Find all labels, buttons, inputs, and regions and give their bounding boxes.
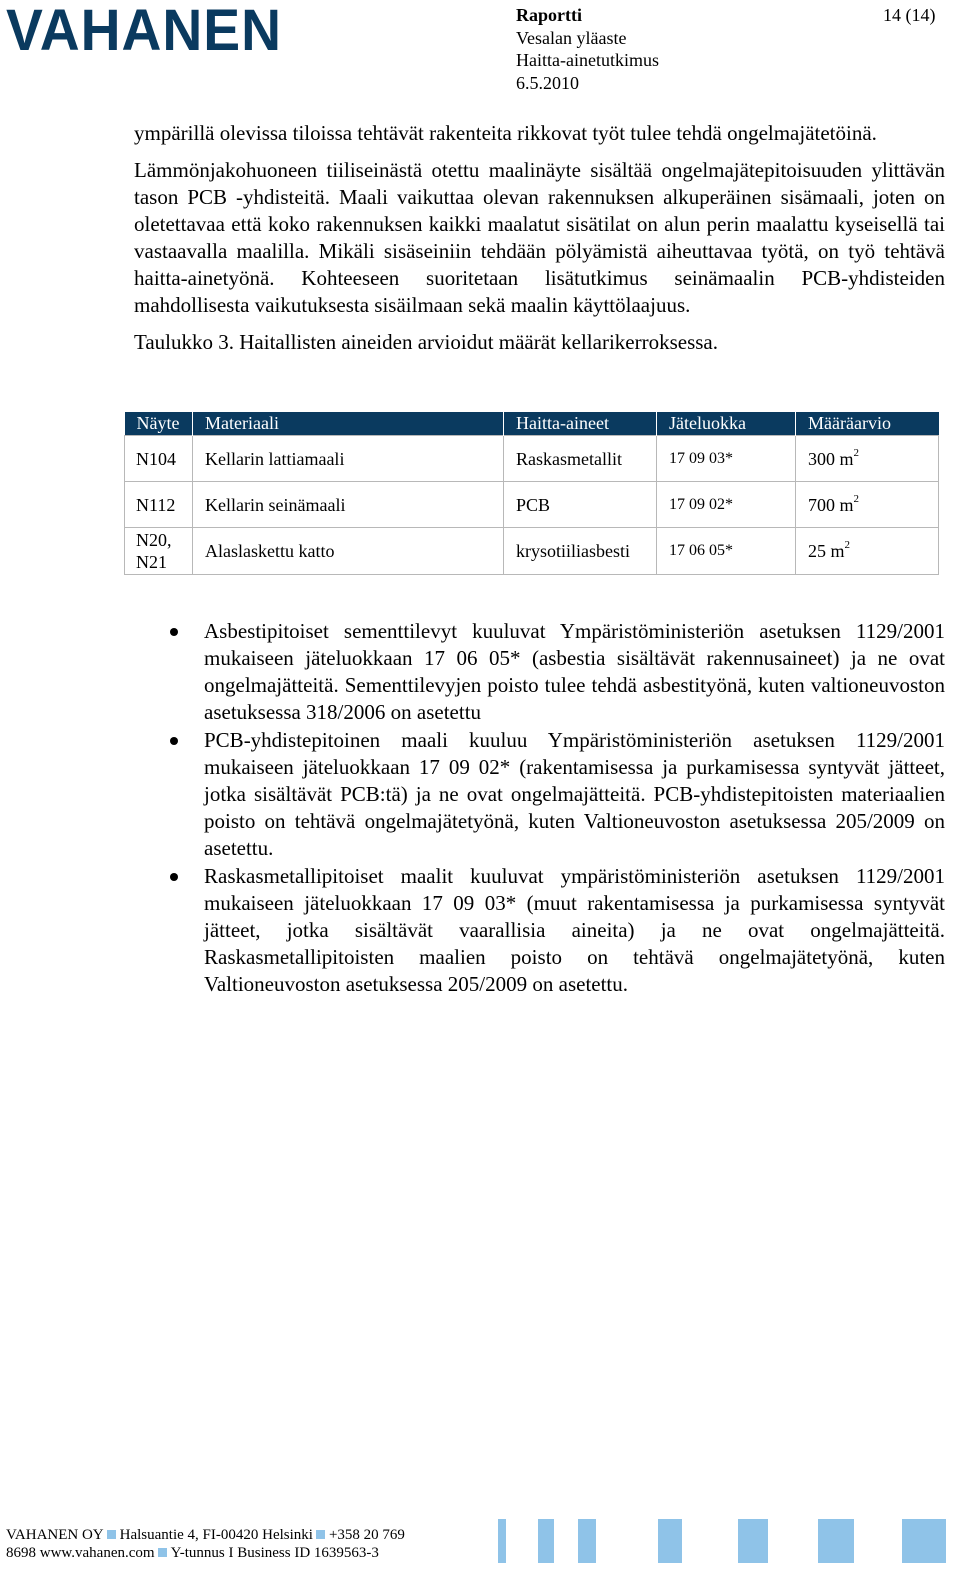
table-row: [125, 482, 939, 528]
cell-substance: PCB: [504, 482, 657, 528]
square-separator-icon: [107, 1530, 116, 1539]
report-body: [134, 120, 945, 356]
header-material: Materiaali: [193, 412, 504, 436]
cell-substance: krysotiiliasbesti: [504, 528, 657, 575]
cell-amount: [796, 528, 939, 575]
list-item-text: Asbestipitoiset sementtilevyt kuuluvat Ympäristöministeriön asetuksen 1129/2001 mukaiseen jäteluokkaan 17 06 05* (asbestia sisältävät rakennusaineet) ja ne ovat ongelmajätteitä. Sementtilevyjen poisto tulee tehdä asbestityönä, kuten valtioneuvoston asetuksessa 318/2006 on asetettu: [204, 619, 945, 724]
report-header: [516, 4, 659, 94]
footer-phone: +358 20 769: [328, 1527, 405, 1543]
table-header-row: [125, 412, 939, 436]
footer-website: www.vahanen.com: [39, 1545, 155, 1561]
header-substances: Haitta-aineet: [504, 412, 657, 436]
cell-sample: N112: [125, 482, 193, 528]
cell-material: Kellarin lattiamaali: [193, 436, 504, 482]
document-type: Raportti: [516, 5, 582, 25]
cell-waste-class: 17 06 05*: [657, 528, 796, 575]
unit-exponent: 2: [853, 446, 860, 459]
list-item-text: PCB-yhdistepitoinen maali kuuluu Ympäristöministeriön asetuksen 1129/2001 mukaiseen jäteluokkaan 17 09 02* (rakentamisessa ja purkamisessa syntyvät jätteet, jotka sisältävät PCB:tä) ja ne ovat ongelmajätteitä. PCB-yhdistepitoisten materiaalien poisto on tehtävä ongelmajätetyönä, kuten Valtioneuvoston asetuksessa 205/2009 on asetettu.: [204, 728, 945, 860]
findings-list: [134, 618, 945, 999]
footer-address: Halsuantie 4, FI-00420 Helsinki: [119, 1527, 313, 1543]
list-item: [134, 727, 945, 862]
header-waste-class: Jäteluokka: [657, 412, 796, 436]
square-separator-icon: [158, 1548, 167, 1557]
cell-material: Kellarin seinämaali: [193, 482, 504, 528]
page-number: 14 (14): [883, 5, 936, 25]
cell-amount: [796, 436, 939, 482]
svg-text:VAHANEN: VAHANEN: [6, 0, 282, 60]
page-footer: [6, 1526, 405, 1562]
amount-value: 25 m: [808, 541, 845, 561]
footer-business-id: Y-tunnus I Business ID 1639563-3: [170, 1545, 379, 1561]
footer-company: VAHANEN OY: [6, 1527, 104, 1543]
project-name: Vesalan yläaste: [516, 27, 627, 48]
unit-exponent: 2: [844, 539, 851, 551]
unit-exponent: 2: [853, 492, 860, 505]
paragraph-pcb-paint: Lämmönjakohuoneen tiiliseinästä otettu maalinäyte sisältää ongelmajätepitoisuuden ylittävän tason PCB -yhdisteitä. Maali vaikuttaa olevan rakennuksen alkuperäinen sisämaali, joten on oletettavaa että koko rakennuksen kaikki maalatut sisätilat on alun perin maalattu kyseisellä tai vastaavalla maalilla. Mikäli sisäseiniin tehdään pölyämistä aiheuttavaa työtä, on työ tehtävä haitta-ainetyönä. Kohteeseen suoritetaan lisätutkimus seinämaalin PCB-yhdisteiden mahdollisesta vaikutuksesta sisäilmaan sekä maalin käyttölaajuus.: [134, 158, 945, 317]
cell-sample: N104: [125, 436, 193, 482]
paragraph-continuation: ympärillä olevissa tiloissa tehtävät rakenteita rikkovat työt tulee tehdä ongelmajätetöinä.: [134, 121, 877, 145]
header-sample: Näyte: [125, 412, 193, 436]
bullet-icon: [170, 873, 178, 881]
list-item-text: Raskasmetallipitoiset maalit kuuluvat ympäristöministeriön asetuksen 1129/2001 mukaiseen jäteluokkaan 17 09 03* (muut rakentamisessa ja purkamisessa syntyvät jätteet, jotka sisältävät vaarallisia aineita) ja ne ovat ongelmajätteitä. Raskasmetallipitoisten maalien poisto on tehtävä ongelmajätetyönä, kuten Valtioneuvoston asetuksessa 205/2009 on asetettu.: [204, 864, 945, 996]
table-row: [125, 436, 939, 482]
report-subject: Haitta-ainetutkimus: [516, 50, 659, 70]
cell-sample: N20, N21: [125, 528, 193, 575]
bullet-icon: [170, 628, 178, 636]
report-date: 6.5.2010: [516, 72, 579, 93]
amount-value: 700 m: [808, 494, 854, 515]
vahanen-logo: [6, 0, 286, 60]
header-amount: Määräarvio: [796, 412, 939, 436]
bullet-icon: [170, 737, 178, 745]
square-separator-icon: [316, 1530, 325, 1539]
footer-phone-cont: 8698: [6, 1545, 36, 1561]
list-item: [134, 618, 945, 726]
cell-material: Alaslaskettu katto: [193, 528, 504, 575]
decorative-stripes: [498, 1519, 950, 1563]
cell-amount: [796, 482, 939, 528]
table-caption: Taulukko 3. Haitallisten aineiden arvioidut määrät kellarikerroksessa.: [134, 330, 719, 354]
cell-waste-class: 17 09 02*: [657, 482, 796, 528]
hazard-table: [124, 412, 939, 575]
list-item: [134, 863, 945, 998]
table-row: [125, 528, 939, 575]
cell-substance: Raskasmetallit: [504, 436, 657, 482]
cell-waste-class: 17 09 03*: [657, 436, 796, 482]
amount-value: 300 m: [808, 448, 854, 469]
